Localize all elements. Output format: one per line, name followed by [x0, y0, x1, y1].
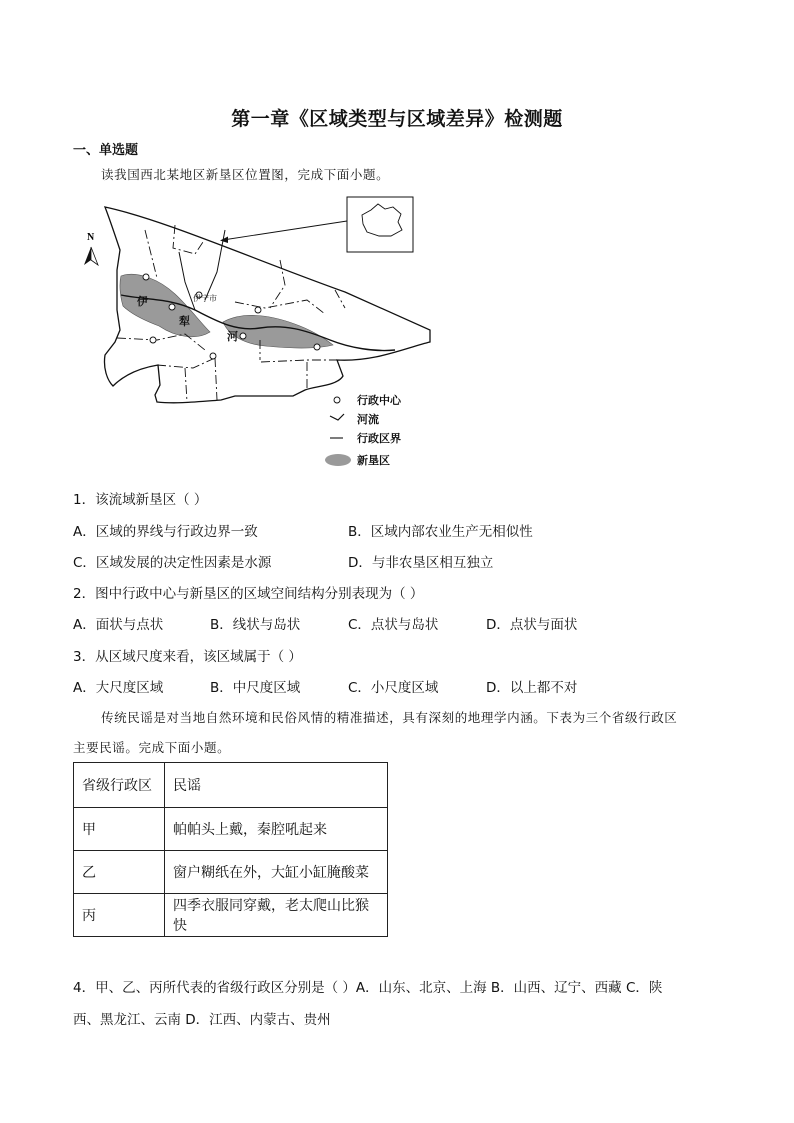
table-cell-song: 窗户糊纸在外，大缸小缸腌酸菜: [165, 851, 388, 894]
intro-text-2-line2: 主要民谣。完成下面小题。: [73, 740, 231, 755]
legend-label-centre: 行政中心: [357, 395, 401, 407]
table-row: [74, 851, 388, 894]
q1-option-c: C．区域发展的决定性因素是水源: [73, 555, 272, 571]
table-row: [74, 894, 388, 937]
circle-icon: [334, 397, 340, 403]
intro-text-1: 读我国西北某地区新垦区位置图，完成下面小题。: [101, 167, 390, 182]
map-label-li: 犁: [179, 316, 190, 328]
question-4: [73, 972, 733, 1036]
legend-label-reclaim: 新垦区: [357, 455, 390, 467]
intro-text-2-line1: 传统民谣是对当地自然环境和民俗风情的精准描述，具有深刻的地理学内涵。下表为三个省级行政区: [101, 710, 678, 725]
table-header-row: [74, 763, 388, 808]
q3-option-a: A．大尺度区域: [73, 680, 164, 696]
reclaim-area-icon: [325, 454, 351, 466]
q3-option-b: B．中尺度区域: [210, 680, 301, 696]
map-label-city: 伊宁市: [193, 294, 217, 303]
q2-option-c: C．点状与岛状: [348, 617, 439, 633]
table-cell-province: 乙: [74, 851, 165, 894]
folk-song-table: [73, 762, 388, 937]
table-cell-province: 甲: [74, 808, 165, 851]
legend-label-river: 河流: [357, 414, 379, 426]
map-label-yi: 伊: [137, 296, 148, 308]
question-2-stem: 2．图中行政中心与新垦区的区域空间结构分别表现为（ ）: [73, 586, 424, 602]
north-label: N: [87, 232, 95, 243]
question-4-line2: 西、黑龙江、云南 D．江西、内蒙古、贵州: [73, 1012, 331, 1028]
q2-option-b: B．线状与岛状: [210, 617, 301, 633]
table-cell-song: 帕帕头上戴，秦腔吼起来: [165, 808, 388, 851]
question-1-stem: 1．该流域新垦区（ ）: [73, 492, 208, 508]
q2-option-d: D．点状与面状: [486, 617, 578, 633]
table-header-province: 省级行政区: [74, 763, 165, 808]
table-cell-province: 丙: [74, 894, 165, 937]
page-title: 第一章《区域类型与区域差异》检测题: [231, 108, 563, 130]
inset-map: [347, 197, 413, 252]
question-4-line1: 4．甲、乙、丙所代表的省级行政区分别是（ ）A．山东、北京、上海 B．山西、辽宁、西藏 C．陕: [73, 980, 663, 996]
river-icon: [330, 414, 344, 420]
q3-option-d: D．以上都不对: [486, 680, 578, 696]
map-label-he: 河: [227, 331, 238, 343]
table-header-song: 民谣: [165, 763, 388, 808]
inset-pointer-arrow: [223, 221, 347, 240]
q1-option-d: D．与非农垦区相互独立: [348, 555, 494, 571]
legend-label-boundary: 行政区界: [357, 433, 401, 445]
q1-option-a: A．区域的界线与行政边界一致: [73, 524, 258, 540]
question-3-stem: 3．从区域尺度来看，该区域属于（ ）: [73, 649, 302, 665]
q1-option-b: B．区域内部农业生产无相似性: [348, 524, 533, 540]
reclamation-map: [75, 190, 435, 480]
q2-option-a: A．面状与点状: [73, 617, 164, 633]
q3-option-c: C．小尺度区域: [348, 680, 439, 696]
table-cell-song: 四季衣服同穿戴，老太爬山比猴快: [165, 894, 388, 937]
table-row: [74, 808, 388, 851]
map-legend: [325, 393, 402, 467]
section-heading: 一、单选题: [73, 143, 139, 158]
north-arrow-icon: [84, 232, 98, 265]
